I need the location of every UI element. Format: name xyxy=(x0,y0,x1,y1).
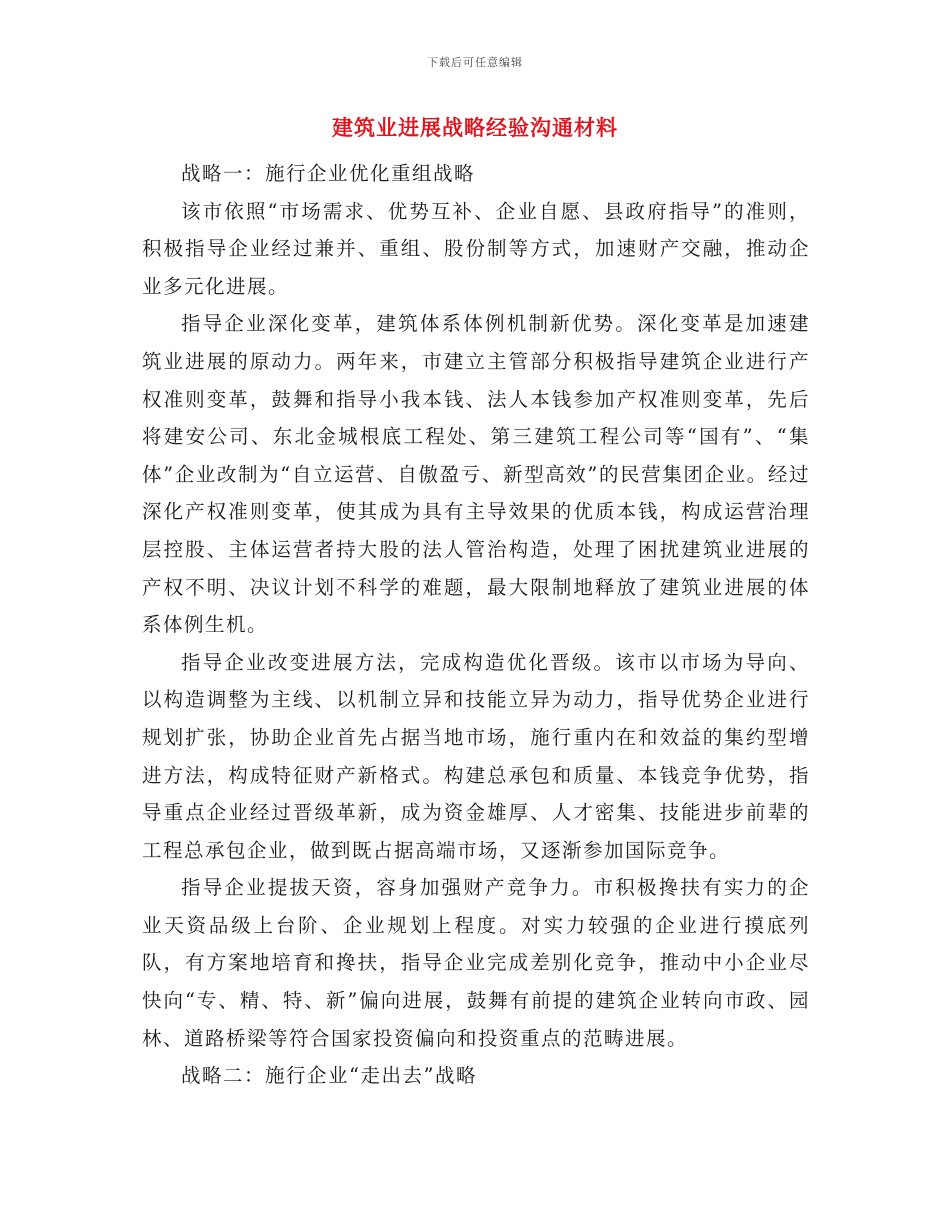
paragraph-upgrade-qualification: 指导企业提拔天资，容身加强财产竞争力。市积极搀扶有实力的企业天资品级上台阶、企业规划上程度。对实力较强的企业进行摸底列队，有方案地培育和搀扶，指导企业完成差别化竞争，推动中小企业尽快向“专、精、特、新”偏向进展，鼓舞有前提的建筑企业转向市政、园林、道路桥梁等符合国家投资偏向和投资重点的范畴进展。 xyxy=(142,876,810,1050)
section-heading-strategy-two: 战略二：施行企业“走出去”战略 xyxy=(181,1064,477,1088)
paragraph-transform-development: 指导企业改变进展方法，完成构造优化晋级。该市以市场为导向、以构造调整为主线、以机制立异和技能立异为动力，指导优势企业进行规划扩张，协助企业首先占据当地市场，施行重内在和效益的集约型增进方法，构成特征财产新格式。构建总承包和质量、本钱竞争优势，指导重点企业经过晋级革新，成为资金雄厚、人才密集、技能进步前辈的工程总承包企业，做到既占据高端市场，又逐渐参加国际竞争。 xyxy=(142,650,810,862)
paragraph-principle: 该市依照“市场需求、优势互补、企业自愿、县政府指导”的准则，积极指导企业经过兼并、重组、股份制等方式，加速财产交融，推动企业多元化进展。 xyxy=(142,199,810,298)
paragraph-deepen-reform: 指导企业深化变革，建筑体系体例机制新优势。深化变革是加速建筑业进展的原动力。两年来，市建立主管部分积极指导建筑企业进行产权准则变革，鼓舞和指导小我本钱、法人本钱参加产权准则变革，先后将建安公司、东北金城根底工程处、第三建筑工程公司等“国有”、“集体”企业改制为“自立运营、自傲盈亏、新型高效”的民营集团企业。经过深化产权准则变革，使其成为具有主导效果的优质本钱，构成运营治理层控股、主体运营者持大股的法人管治构造，处理了困扰建筑业进展的产权不明、决议计划不科学的难题，最大限制地释放了建筑业进展的体系体例生机。 xyxy=(142,312,810,637)
header-note: 下载后可任意编辑 xyxy=(427,56,523,69)
section-heading-strategy-one: 战略一：施行企业优化重组战略 xyxy=(181,162,476,185)
document-title: 建筑业进展战略经验沟通材料 xyxy=(332,115,618,140)
document-body xyxy=(142,155,810,1095)
